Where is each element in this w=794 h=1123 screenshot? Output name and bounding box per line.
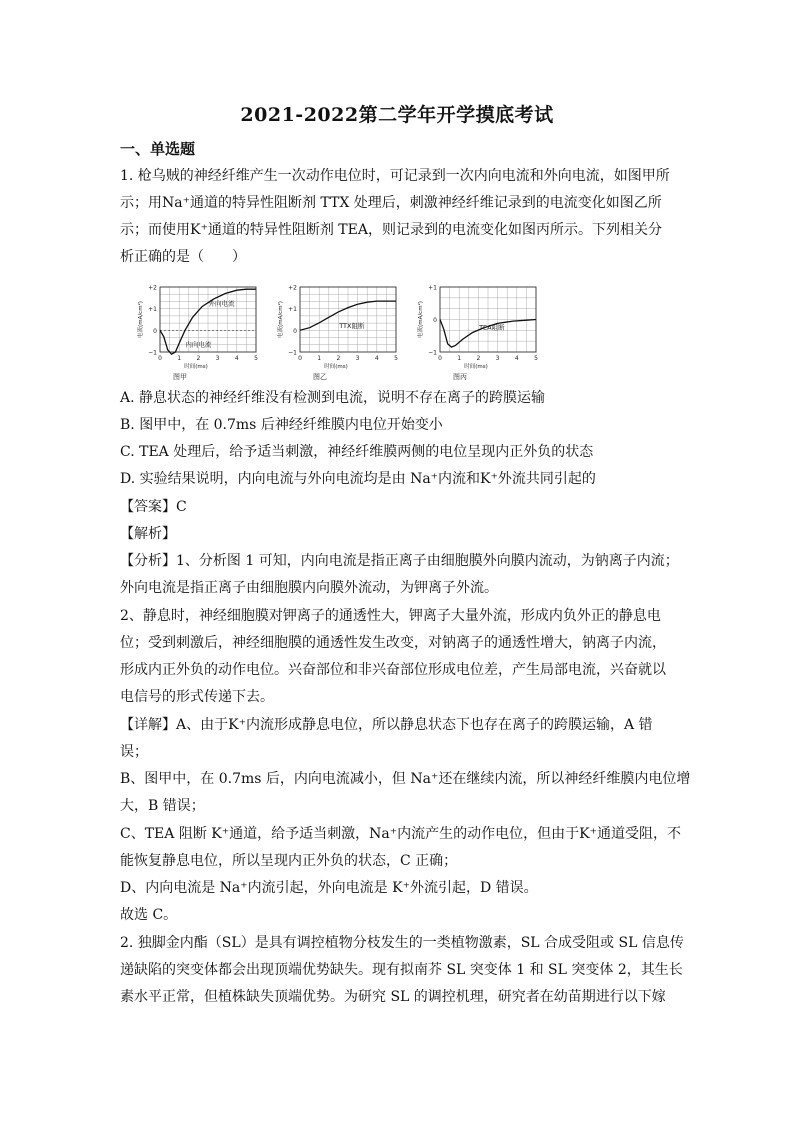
question-1-line: 示；而使用K⁺通道的特异性阻断剂 TEA，则记录到的电流变化如图丙所示。下列相关分	[120, 222, 662, 238]
option-d: D. 实验结果说明，内向电流与外向电流均是由 Na⁺内流和K⁺外流共同引起的	[120, 471, 596, 487]
analysis-line: 位；受到刺激后，神经细胞膜的通透性发生改变，对钠离子的通透性增大，钠离子内流，	[120, 635, 666, 651]
question-1-line: 示；用Na⁺通道的特异性阻断剂 TTX 处理后，刺激神经纤维记录到的电流变化如图乙所	[120, 195, 662, 211]
analysis-heading: 【解析】	[120, 526, 176, 542]
x-tick-label: 0	[298, 355, 302, 362]
x-tick-label: 0	[438, 355, 442, 362]
question-2-line: 递缺陷的突变体都会出现顶端优势缺失。现有拟南芥 SL 突变体 1 和 SL 突变体 2，其生长	[120, 962, 683, 978]
y-tick-label: 0	[293, 327, 297, 335]
chart-caption: 图丙	[453, 373, 467, 381]
analysis-line: 2、静息时，神经细胞膜对钾离子的通透性大，钾离子大量外流，形成内负外正的静息电	[120, 608, 661, 624]
analysis-line: 大，B 错误；	[120, 798, 205, 814]
analysis-line: C、TEA 阻断 K⁺通道，给予适当刺激，Na⁺内流产生的动作电位，但由于K⁺通道受阻，不	[120, 826, 681, 842]
y-axis-label: 电流(mA/cm²)	[138, 301, 144, 338]
x-tick-label: 4	[374, 355, 379, 362]
chart-panel	[136, 285, 258, 382]
question-1-line: 1. 枪乌贼的神经纤维产生一次动作电位时，可记录到一次内向电流和外向电流，如图甲所	[120, 168, 670, 184]
x-tick-label: 5	[254, 355, 258, 362]
x-tick-label: 3	[215, 355, 220, 362]
x-axis-label: 时间(ms)	[324, 364, 348, 370]
analysis-line: 外向电流是指正离子由细胞膜内向膜外流动，为钾离子外流。	[120, 580, 498, 596]
annotation-label: 内向电流	[185, 340, 212, 349]
y-axis-label: 电流(mA/cm²)	[278, 301, 284, 338]
chart-caption: 图乙	[313, 373, 327, 381]
answer-label: 【答案】C	[120, 499, 187, 515]
y-tick-label: −1	[428, 349, 437, 357]
chart-caption: 图甲	[173, 373, 187, 381]
y-tick-label: −1	[148, 349, 157, 357]
x-tick-label: 0	[158, 355, 162, 362]
y-axis-label: 电流(mA/cm²)	[418, 301, 424, 338]
analysis-line: B、图甲中，在 0.7ms 后，内向电流减小，但 Na⁺还在继续内流，所以神经纤维膜内电位增	[120, 771, 691, 787]
option-c: C. TEA 处理后，给予适当刺激，神经纤维膜两侧的电位呈现内正外负的状态	[120, 444, 594, 460]
annotation-label: 外向电流	[208, 299, 235, 308]
x-tick-label: 1	[177, 355, 182, 362]
x-tick-label: 4	[514, 355, 519, 362]
option-b: B. 图甲中，在 0.7ms 后神经纤维膜内电位开始变小	[120, 417, 443, 433]
chart-panel	[276, 285, 398, 382]
analysis-line: 故选 C。	[120, 907, 178, 923]
y-tick-label: +1	[288, 306, 297, 314]
analysis-line: 【详解】A、由于K⁺内流形成静息电位，所以静息状态下也存在离子的跨膜运输，A 错	[120, 717, 653, 733]
question-2-line: 素水平正常，但植株缺失顶端优势。为研究 SL 的调控机理，研究者在幼苗期进行以下嫁	[120, 989, 666, 1005]
analysis-line: D、内向电流是 Na⁺内流引起，外向电流是 K⁺外流引起，D 错误。	[120, 880, 538, 896]
y-tick-label: −1	[288, 349, 297, 357]
x-tick-label: 5	[534, 355, 538, 362]
x-tick-label: 5	[394, 355, 398, 362]
y-tick-label: +2	[288, 284, 297, 292]
analysis-line: 【分析】1、分析图 1 可知，内向电流是指正离子由细胞膜外向膜内流动，为钠离子内流；	[120, 553, 679, 569]
y-tick-label: 0	[433, 317, 437, 324]
analysis-line: 电信号的形式传递下去。	[120, 689, 274, 705]
annotation-label: TTX阻断	[339, 322, 365, 331]
current-charts	[120, 282, 570, 382]
annotation-label: TEA阻断	[479, 323, 505, 332]
analysis-line: 误；	[120, 744, 148, 760]
x-tick-label: 4	[234, 355, 239, 362]
y-tick-label: +1	[148, 306, 157, 314]
section-heading: 一、单选题	[120, 140, 196, 158]
y-tick-label: +1	[428, 284, 437, 292]
x-tick-label: 1	[457, 355, 462, 362]
page-title: 2021-2022第二学年开学摸底考试	[240, 104, 554, 126]
analysis-line: 能恢复静息电位，所以呈现内正外负的状态，C 正确；	[120, 853, 458, 869]
x-tick-label: 2	[196, 355, 201, 362]
y-tick-label: +2	[148, 284, 157, 292]
y-tick-label: 0	[153, 327, 157, 335]
x-axis-label: 时间(ms)	[464, 364, 488, 370]
chart-panel	[416, 285, 538, 382]
option-a: A. 静息状态的神经纤维没有检测到电流，说明不存在离子的跨膜运输	[120, 390, 546, 406]
x-tick-label: 3	[495, 355, 500, 362]
question-2-line: 2. 独脚金内酯（SL）是具有调控植物分枝发生的一类植物激素，SL 合成受阻或 SL 信息传	[120, 935, 684, 951]
x-axis-label: 时间(ms)	[184, 364, 208, 370]
x-tick-label: 2	[476, 355, 481, 362]
x-tick-label: 2	[336, 355, 341, 362]
x-tick-label: 3	[355, 355, 360, 362]
x-tick-label: 1	[317, 355, 322, 362]
figure-row	[120, 282, 570, 382]
question-1-line: 析正确的是（ ）	[120, 249, 246, 265]
analysis-line: 形成内正外负的动作电位。兴奋部位和非兴奋部位形成电位差，产生局部电流，兴奋就以	[120, 662, 666, 678]
